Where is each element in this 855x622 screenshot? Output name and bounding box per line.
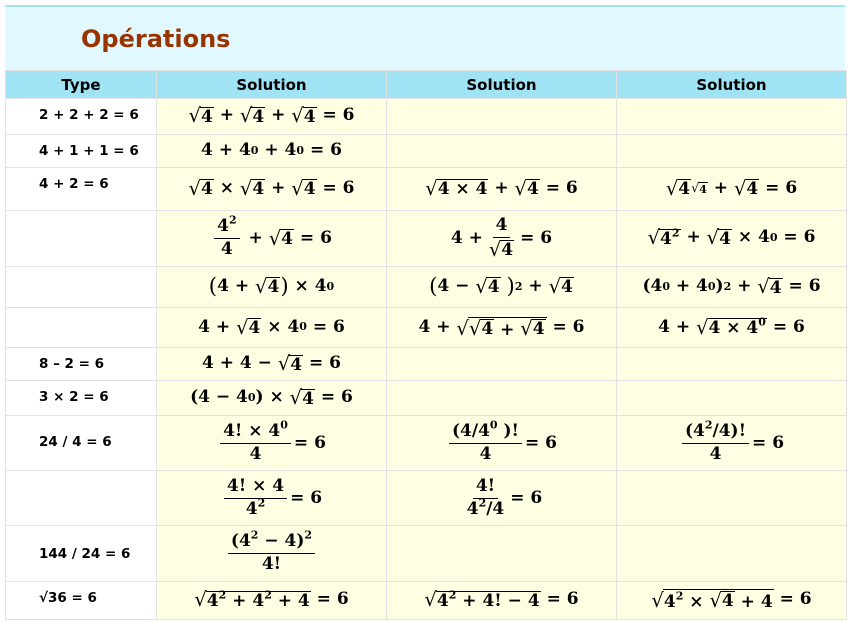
table-row [6,471,847,526]
solution-cell [387,416,617,471]
col-header-solution-3: Solution [617,71,847,99]
solution-cell [387,99,617,135]
solution-cell [387,582,617,620]
solution-cell [157,135,387,168]
formula: 4 + 4 − √ 4 = 6 [201,352,342,376]
table-row [6,582,847,620]
solution-cell [617,211,847,267]
table-row [6,168,847,211]
solution-cell [387,471,617,526]
formula: 4 + 4 √ 4 = 6 [450,214,553,261]
solution-cell [157,308,387,348]
solution-cell [387,526,617,582]
formula: √ $4^2$ × √ 4 + 4 = 6 [651,588,812,613]
row-type: √ 36 = 6 [6,582,157,620]
solution-cell [617,267,847,308]
row-type: 144 / 24 = 6 [6,526,157,582]
formula: (4 0 + 4 0 ) 2 + √ 4 = 6 [642,275,821,299]
solution-cell [157,582,387,620]
row-type: 3 × 2 = 6 [6,381,157,416]
row-type [6,267,157,308]
solution-cell [387,211,617,267]
formula: $\frac{4!}{4^2/4}$ = 6 [466,475,543,519]
formula: (4 − 4 0 ) × √ 4 = 6 [190,386,353,410]
row-type: 4 + 1 + 1 = 6 [6,135,157,168]
solution-cell [617,416,847,471]
solution-cell [157,211,387,267]
solution-cell [157,381,387,416]
formula: $\frac{4^2}{4}$ + √ 4 = 6 [211,218,332,259]
col-header-type: Type [6,71,157,99]
col-header-solution-2: Solution [387,71,617,99]
row-type: 8 – 2 = 6 [6,348,157,381]
table-row [6,308,847,348]
page-title: Opérations [81,25,231,53]
operations-table [5,70,847,620]
solution-cell [387,348,617,381]
formula: ( 4 + √ 4 ) × 4 0 [208,274,335,299]
table-row [6,135,847,168]
formula: √ 4 × 4 + √ 4 = 6 [425,176,578,200]
solution-cell [157,416,387,471]
row-type [6,211,157,267]
formula: √ $4^2 + 4$! − 4 = 6 [424,587,579,611]
solution-cell [157,168,387,211]
solution-cell [617,471,847,526]
table-row [6,267,847,308]
formula: √ 4 + √ 4 + √ 4 = 6 [188,104,355,127]
solution-cell [617,348,847,381]
row-type: 4 + 2 = 6 [6,168,157,211]
formula: √ 4 × √ 4 + √ 4 = 6 [188,176,355,200]
solution-cell [617,582,847,620]
solution-cell [157,267,387,308]
solution-cell [387,135,617,168]
formula: ( 4 − √ 4 ) 2 + √ 4 [429,274,573,299]
col-header-solution-1: Solution [157,71,387,99]
formula: 4 + √ $4 \times 4^0$ = 6 [658,315,805,339]
solution-cell [157,471,387,526]
solution-cell [157,348,387,381]
solution-cell [617,381,847,416]
solution-cell [387,267,617,308]
formula: 4 + √ 4 × 4 0 = 6 [198,315,345,339]
table-row [6,381,847,416]
header-row [6,71,847,99]
row-type [6,308,157,348]
formula: √ $4^2$ + √ 4 × 4 0 = 6 [647,225,816,249]
row-type: 2 + 2 + 2 = 6 [6,99,157,135]
solution-cell [157,99,387,135]
solution-cell [617,168,847,211]
table-row [6,526,847,582]
table-row [6,211,847,267]
formula: 4 + √ √ 4 + √ 4 = 6 [418,316,585,340]
solution-cell [617,308,847,348]
formula: $\frac{(4^2 - 4)^2}{4!}$ [225,533,318,574]
formula: $\frac{(4/4^0 )!}{4}$ = 6 [446,423,557,464]
solution-cell [617,526,847,582]
formula: 4 + 4 0 + 4 0 = 6 [201,140,342,160]
solution-cell [617,99,847,135]
formula: $\frac{4! \times 4}{4^2}$ = 6 [221,478,322,519]
solution-cell [387,308,617,348]
row-type [6,471,157,526]
formula: $\frac{4! \times 4^0}{4}$ = 6 [217,423,326,464]
solution-cell [387,381,617,416]
solution-cell [617,135,847,168]
title-banner [5,5,845,70]
formula: √ $4^2 + 4^2 + 4$ = 6 [194,587,349,611]
table-row [6,99,847,135]
table-row [6,416,847,471]
solution-cell [387,168,617,211]
formula: √ 4 √ 4 + √ 4 = 6 [665,176,798,200]
table-row [6,348,847,381]
row-type: 24 / 4 = 6 [6,416,157,471]
solution-cell [157,526,387,582]
formula: $\frac{(4^2/4)!}{4}$ = 6 [679,423,784,464]
row-type-radicand: 36 = 6 [48,590,97,606]
